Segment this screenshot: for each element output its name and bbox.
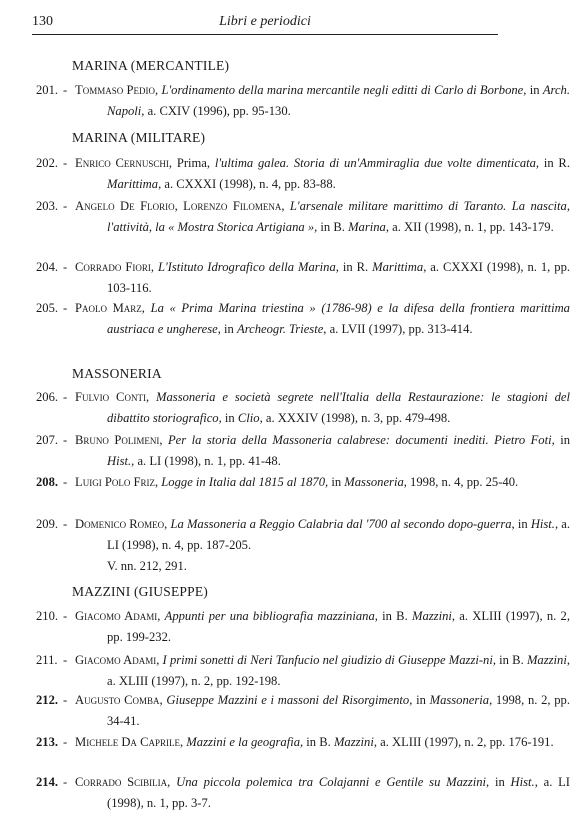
section-heading-militare: MARINA (MILITARE) bbox=[72, 130, 206, 145]
entry-in: in R. bbox=[539, 156, 570, 170]
bibliography-entry bbox=[36, 772, 570, 814]
entry-number: 212. bbox=[36, 693, 59, 707]
entry-title-roman: Prima, bbox=[176, 156, 215, 170]
entry-author: Domenico Romeo, bbox=[75, 517, 168, 531]
bibliography-entry bbox=[36, 80, 570, 122]
entry-dash: - bbox=[63, 475, 68, 489]
entry-title: Massoneria e società segrete nell'Italia della Restaurazione: le stagioni del dibattito storiografico, bbox=[107, 390, 570, 425]
entry-dash: - bbox=[63, 775, 68, 789]
entry-dash: - bbox=[63, 156, 68, 170]
entry-title: L'ordinamento della marina mercantile negli editti di Carlo di Borbone, bbox=[161, 83, 527, 97]
bibliography-entry bbox=[36, 298, 570, 340]
entry-journal: Hist. bbox=[510, 775, 535, 789]
entry-in: in bbox=[554, 433, 570, 447]
entry-title: Logge in Italia dal 1815 al 1870, bbox=[161, 475, 329, 489]
entry-number: 213. bbox=[36, 735, 59, 749]
entry-citation: , a. XXXIV (1998), n. 3, pp. 479-498. bbox=[259, 411, 451, 425]
entry-author: Angelo De Florio, Lorenzo Filomena, bbox=[75, 199, 285, 213]
entry-author: Augusto Comba, bbox=[75, 693, 163, 707]
entry-journal: Mazzini bbox=[526, 653, 567, 667]
entry-journal: Hist. bbox=[107, 454, 132, 468]
running-title: Libri e periodici bbox=[219, 14, 311, 29]
entry-dash: - bbox=[63, 260, 68, 274]
entry-author: Fulvio Conti, bbox=[75, 390, 150, 404]
entry-citation: , 1998, n. 4, pp. 25-40. bbox=[403, 475, 519, 489]
entry-citation: , a. XLIII (1997), n. 2, pp. 176-191. bbox=[373, 735, 554, 749]
entry-title: Per la storia della Massoneria calabrese: documenti inediti. Pietro Foti, bbox=[167, 433, 555, 447]
entry-in: in bbox=[220, 322, 237, 336]
entry-number: 207. bbox=[36, 433, 59, 447]
bibliography-entry bbox=[36, 196, 570, 238]
entry-title: La « Prima Marina triestina » (1786-98) e la difesa della frontiera marittima austriaca e ungherese, bbox=[107, 301, 570, 336]
entry-dash: - bbox=[63, 199, 68, 213]
entry-citation: , a. LI (1998), n. 4, pp. 187-205. bbox=[107, 517, 570, 552]
entry-in: in B. bbox=[377, 609, 412, 623]
entry-journal: Marina bbox=[348, 220, 386, 234]
entry-citation: , a. XLIII (1997), n. 2, pp. 192-198. bbox=[107, 653, 570, 688]
entry-number: 201. bbox=[36, 83, 59, 97]
entry-journal: Mazzini bbox=[411, 609, 452, 623]
bibliography-entry bbox=[36, 153, 570, 195]
section-heading-mazzini: MAZZINI (GIUSEPPE) bbox=[72, 584, 208, 599]
entry-author: Corrado Fiori, bbox=[75, 260, 155, 274]
entry-journal: Marittima bbox=[107, 177, 159, 191]
entry-in: in bbox=[412, 693, 430, 707]
entry-author: Giacomo Adami, bbox=[75, 653, 160, 667]
entry-citation: , a. CXXXI (1998), n. 1, pp. 103-116. bbox=[107, 260, 570, 295]
entry-title: Una piccola polemica tra Colajanni e Gentile su Mazzini, bbox=[176, 775, 490, 789]
entry-number: 209. bbox=[36, 517, 59, 531]
entry-number: 214. bbox=[36, 775, 59, 789]
section-heading-mercantile: MARINA (MERCANTILE) bbox=[72, 58, 230, 73]
entry-number: 203. bbox=[36, 199, 59, 213]
entry-in: in B. bbox=[495, 653, 527, 667]
bibliography-entry bbox=[36, 606, 570, 648]
bibliography-entry bbox=[36, 690, 570, 732]
entry-in: in B. bbox=[303, 735, 334, 749]
entry-dash: - bbox=[63, 609, 68, 623]
entry-title: I primi sonetti di Neri Tanfucio nel giudizio di Giuseppe Mazzi-ni, bbox=[162, 653, 496, 667]
entry-citation: , a. XII (1998), n. 1, pp. 143-179. bbox=[385, 220, 554, 234]
entry-journal: Hist. bbox=[530, 517, 555, 531]
entry-citation: , a. LVII (1997), pp. 313-414. bbox=[323, 322, 473, 336]
entry-citation: , a. CXXXI (1998), n. 4, pp. 83-88. bbox=[158, 177, 336, 191]
entry-title: Giuseppe Mazzini e i massoni del Risorgimento, bbox=[166, 693, 413, 707]
entry-journal: Arch. Napoli bbox=[107, 83, 570, 118]
entry-number: 208. bbox=[36, 475, 59, 489]
entry-title: La Massoneria a Reggio Calabria dal '700 al secondo dopo-guerra, bbox=[170, 517, 515, 531]
page-number: 130 bbox=[32, 14, 53, 29]
entry-dash: - bbox=[63, 433, 68, 447]
entry-dash: - bbox=[63, 517, 68, 531]
bibliography-entry bbox=[36, 514, 570, 556]
entry-dash: - bbox=[63, 693, 68, 707]
entry-author: Tommaso Pedio, bbox=[75, 83, 159, 97]
entry-author: Michele Da Caprile, bbox=[75, 735, 184, 749]
entry-in: in bbox=[489, 775, 511, 789]
entry-author: Paolo Marz, bbox=[75, 301, 145, 315]
entry-citation: , a. LI (1998), n. 1, pp. 41-48. bbox=[131, 454, 281, 468]
entry-dash: - bbox=[63, 301, 68, 315]
entry-number: 202. bbox=[36, 156, 59, 170]
running-header bbox=[32, 12, 498, 35]
entry-in: in R. bbox=[338, 260, 373, 274]
entry-author: Giacomo Adami, bbox=[75, 609, 161, 623]
entry-journal: Marittima bbox=[372, 260, 424, 274]
entry-journal: Mazzini bbox=[333, 735, 374, 749]
entry-journal: Clio bbox=[237, 411, 260, 425]
entry-author: Corrado Scibilia, bbox=[75, 775, 171, 789]
entry-title: Mazzini e la geografia, bbox=[186, 735, 304, 749]
entry-author: Enrico Cernuschi, bbox=[75, 156, 173, 170]
entry-dash: - bbox=[63, 735, 68, 749]
entry-journal: Massoneria bbox=[429, 693, 490, 707]
entry-citation: , a. CXIV (1996), pp. 95-130. bbox=[141, 104, 291, 118]
bibliography-entry bbox=[36, 472, 570, 493]
entry-citation: , a. XLIII (1997), n. 2, pp. 199-232. bbox=[107, 609, 570, 644]
entry-number: 211. bbox=[36, 653, 58, 667]
entry-citation: , a. LI (1998), n. 1, pp. 3-7. bbox=[107, 775, 570, 810]
bibliography-entry bbox=[36, 732, 570, 753]
entry-in: in bbox=[514, 517, 531, 531]
bibliography-entry bbox=[36, 430, 570, 472]
entry-title: L'Istituto Idrografico della Marina, bbox=[157, 260, 339, 274]
entry-title: l'ultima galea. Storia di un'Ammiraglia due volte dimenticata, bbox=[214, 156, 540, 170]
entry-title: L'arsenale militare marittimo di Taranto. La nascita, l'attività, la « Mostra Storica Artigiana », bbox=[107, 199, 570, 234]
entry-dash: - bbox=[63, 653, 68, 667]
cross-reference-note: V. nn. 212, 291. bbox=[107, 559, 187, 573]
entry-title: Appunti per una bibliografia mazziniana, bbox=[164, 609, 378, 623]
bibliography-entry bbox=[36, 650, 570, 692]
bibliography-entry bbox=[36, 387, 570, 429]
entry-number: 204. bbox=[36, 260, 59, 274]
section-heading-massoneria: MASSONERIA bbox=[72, 366, 162, 381]
entry-journal: Archeogr. Trieste bbox=[237, 322, 324, 336]
entry-number: 205. bbox=[36, 301, 59, 315]
entry-in: in bbox=[526, 83, 543, 97]
entry-in: in bbox=[221, 411, 238, 425]
entry-number: 206. bbox=[36, 390, 59, 404]
entry-in: in B. bbox=[317, 220, 349, 234]
entry-dash: - bbox=[63, 83, 68, 97]
entry-dash: - bbox=[63, 390, 68, 404]
entry-journal: Massoneria bbox=[344, 475, 404, 489]
entry-author: Luigi Polo Friz, bbox=[75, 475, 159, 489]
entry-author: Bruno Polimeni, bbox=[75, 433, 163, 447]
entry-number: 210. bbox=[36, 609, 59, 623]
entry-in: in bbox=[328, 475, 345, 489]
entry-citation: , 1998, n. 2, pp. 34-41. bbox=[107, 693, 570, 728]
bibliography-entry bbox=[36, 257, 570, 299]
